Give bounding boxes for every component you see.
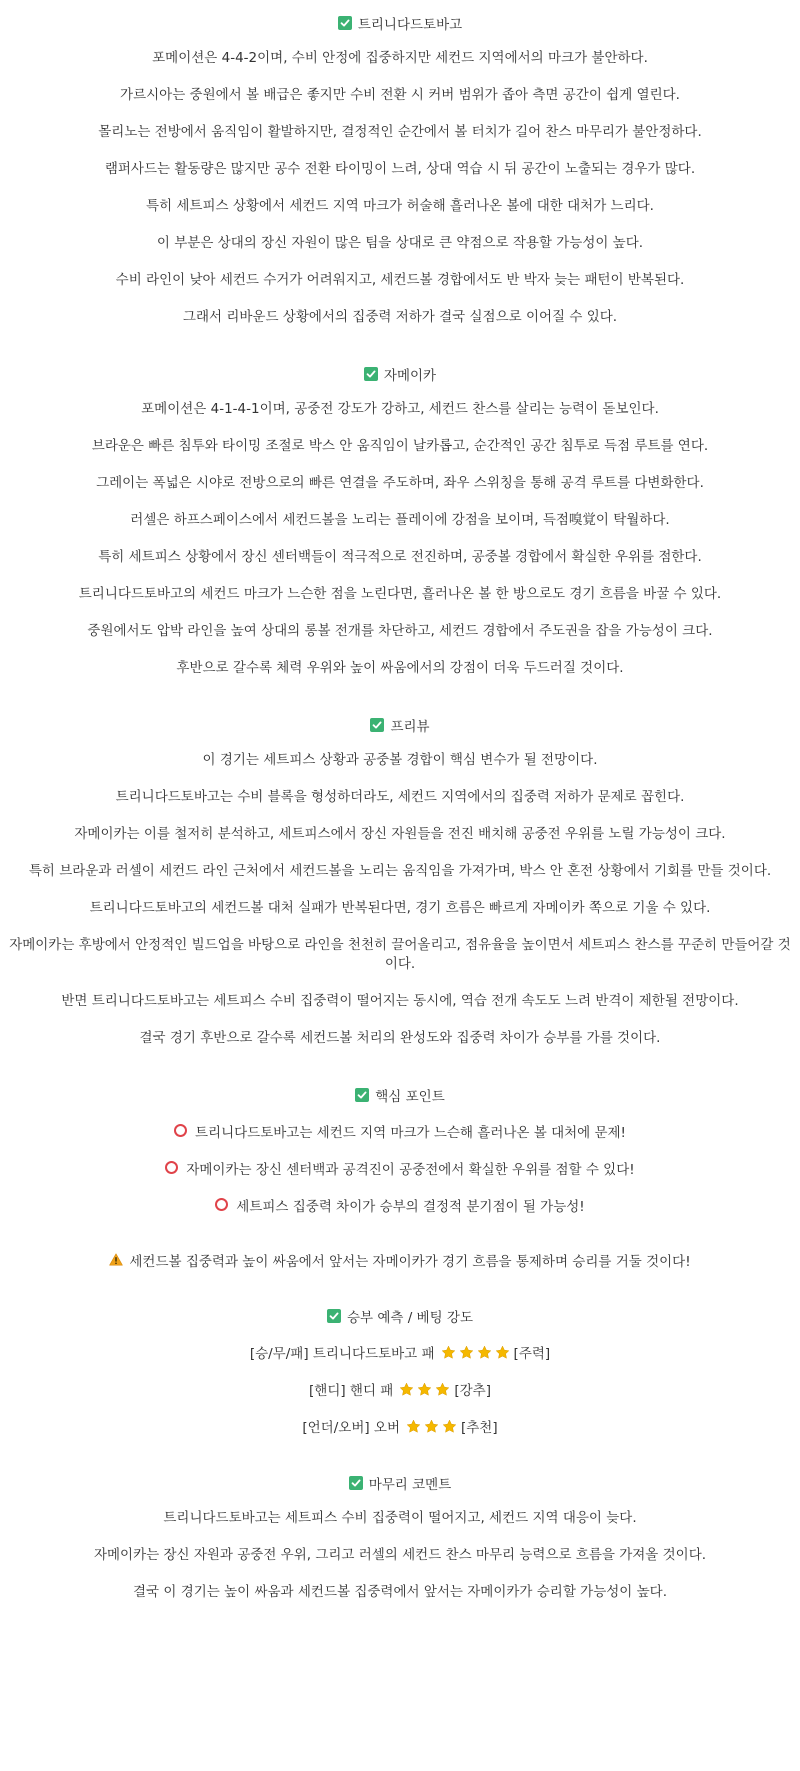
section-title: 트리니다드토바고 (357, 17, 463, 33)
section-title: 승부 예측 / 베팅 강도 (346, 1310, 474, 1326)
check-mark-icon (355, 1088, 369, 1102)
paragraph: 특히 세트피스 상황에서 장신 센터백들이 적극적으로 전진하며, 공중볼 경합에서 확실한 우위를 점한다. (98, 549, 702, 565)
key-point-item (0, 1195, 800, 1214)
team-section-jamaica (0, 363, 800, 678)
section-heading (0, 714, 800, 736)
paragraph: 포메이션은 4-1-4-1이며, 공중전 강도가 강하고, 세컨드 찬스를 살리는 능력이 돋보인다. (141, 401, 659, 417)
paragraph: 브라운은 빠른 침투와 타이밍 조절로 박스 안 움직임이 날카롭고, 순간적인 공간 침투로 득점 루트를 연다. (91, 438, 709, 454)
key-point-text: 자메이카는 장신 센터백과 공격진이 공중전에서 확실한 우위를 점할 수 있다! (186, 1161, 635, 1178)
paragraph: 특히 브라운과 러셀이 세컨드 라인 근처에서 세컨드볼을 노리는 움직임을 가져가며, 박스 안 혼전 상황에서 기회를 만들 것이다. (28, 863, 772, 879)
section-title: 프리뷰 (390, 719, 430, 735)
paragraph: 중원에서도 압박 라인을 높여 상대의 롱볼 전개를 차단하고, 세컨드 경합에서 주도권을 잡을 가능성이 크다. (87, 623, 713, 639)
paragraph: 가르시아는 중원에서 볼 배급은 좋지만 수비 전환 시 커버 범위가 좁아 측면 공간이 쉽게 열린다. (120, 87, 680, 103)
star-icon (435, 1382, 450, 1397)
bet-tag: [강추] (454, 1383, 491, 1399)
check-mark-icon (349, 1476, 363, 1490)
warning-icon (109, 1253, 123, 1266)
red-circle-icon (215, 1198, 228, 1211)
paragraph: 트리니다드토바고의 세컨드볼 대처 실패가 반복된다면, 경기 흐름은 빠르게 자메이카 쪽으로 기울 수 있다. (89, 900, 711, 916)
section-heading (0, 1084, 800, 1106)
section-heading (0, 12, 800, 34)
bet-row (0, 1342, 800, 1362)
bet-label: [언더/오버] 오버 (302, 1420, 400, 1436)
preview-section (0, 714, 800, 1048)
paragraph: 결국 이 경기는 높이 싸움과 세컨드볼 집중력에서 앞서는 자메이카가 승리할 가능성이 높다. (132, 1584, 667, 1600)
paragraph: 이 부분은 상대의 장신 자원이 많은 팀을 상대로 큰 약점으로 작용할 가능성이 높다. (156, 235, 644, 251)
star-rating (441, 1345, 510, 1360)
star-icon (442, 1419, 457, 1434)
bet-label: [승/무/패] 트리니다드토바고 패 (249, 1346, 435, 1362)
check-mark-icon (364, 367, 378, 381)
red-circle-icon (165, 1161, 178, 1174)
star-icon (424, 1419, 439, 1434)
paragraph: 반면 트리니다드토바고는 세트피스 수비 집중력이 떨어지는 동시에, 역습 전개 속도도 느려 반격이 제한될 전망이다. (61, 993, 739, 1009)
star-icon (477, 1345, 492, 1360)
warning-line (0, 1250, 800, 1269)
key-point-item (0, 1158, 800, 1177)
red-circle-icon (174, 1124, 187, 1137)
paragraph: 후반으로 갈수록 체력 우위와 높이 싸움에서의 강점이 더욱 두드러질 것이다. (176, 660, 624, 676)
warning-text: 세컨드볼 집중력과 높이 싸움에서 앞서는 자메이카가 경기 흐름을 통제하며 승리를 거둘 것이다! (129, 1253, 691, 1270)
prediction-section (0, 1305, 800, 1436)
star-icon (459, 1345, 474, 1360)
section-heading (0, 1305, 800, 1327)
section-title: 마무리 코멘트 (368, 1477, 452, 1493)
paragraph: 특히 세트피스 상황에서 세컨드 지역 마크가 허술해 흘러나온 볼에 대한 대처가 느리다. (146, 198, 654, 214)
bet-row (0, 1416, 800, 1436)
bet-tag: [추천] (461, 1420, 498, 1436)
paragraph: 이 경기는 세트피스 상황과 공중볼 경합이 핵심 변수가 될 전망이다. (202, 752, 598, 768)
key-points-section (0, 1084, 800, 1214)
paragraph: 트리니다드토바고는 수비 블록을 형성하더라도, 세컨드 지역에서의 집중력 저하가 문제로 꼽힌다. (115, 789, 685, 805)
key-point-text: 트리니다드토바고는 세컨드 지역 마크가 느슨해 흘러나온 볼 대처에 문제! (195, 1124, 626, 1141)
paragraph: 수비 라인이 낮아 세컨드 수거가 어려워지고, 세컨드볼 경합에서도 반 박자 늦는 패턴이 반복된다. (115, 272, 685, 288)
paragraph: 자메이카는 장신 자원과 공중전 우위, 그리고 러셀의 세컨드 찬스 마무리 능력으로 흐름을 가져올 것이다. (93, 1547, 707, 1563)
star-icon (399, 1382, 414, 1397)
star-icon (495, 1345, 510, 1360)
paragraph: 몰리노는 전방에서 움직임이 활발하지만, 결정적인 순간에서 볼 터치가 길어 찬스 마무리가 불안정하다. (98, 124, 702, 140)
check-mark-icon (370, 718, 384, 732)
star-icon (406, 1419, 421, 1434)
section-title: 핵심 포인트 (375, 1089, 445, 1105)
paragraph: 램퍼사드는 활동량은 많지만 공수 전환 타이밍이 느려, 상대 역습 시 뒤 공간이 노출되는 경우가 많다. (104, 161, 696, 177)
check-mark-icon (338, 16, 352, 30)
star-rating (406, 1419, 457, 1434)
bet-label: [핸디] 핸디 패 (309, 1383, 394, 1399)
paragraph: 그래서 리바운드 상황에서의 집중력 저하가 결국 실점으로 이어질 수 있다. (182, 309, 618, 325)
section-title: 자메이카 (383, 368, 437, 384)
paragraph: 자메이카는 이를 철저히 분석하고, 세트피스에서 장신 자원들을 전진 배치해 공중전 우위를 노릴 가능성이 크다. (74, 826, 726, 842)
section-heading (0, 363, 800, 385)
paragraph: 트리니다드토바고의 세컨드 마크가 느슨한 점을 노린다면, 흘러나온 볼 한 방으로도 경기 흐름을 바꿀 수 있다. (78, 586, 722, 602)
paragraph: 러셀은 하프스페이스에서 세컨드볼을 노리는 플레이에 강점을 보이며, 득점嗅覚이 탁월하다. (130, 512, 670, 528)
star-icon (441, 1345, 456, 1360)
paragraph: 그레이는 폭넓은 시야로 전방으로의 빠른 연결을 주도하며, 좌우 스위칭을 통해 공격 루트를 다변화한다. (96, 475, 704, 491)
paragraph: 결국 경기 후반으로 갈수록 세컨드볼 처리의 완성도와 집중력 차이가 승부를 가를 것이다. (139, 1030, 661, 1046)
star-icon (417, 1382, 432, 1397)
paragraph: 자메이카는 후방에서 안정적인 빌드업을 바탕으로 라인을 천천히 끌어올리고, 점유율을 높이면서 세트피스 찬스를 꾸준히 만들어갈 것이다. (9, 937, 791, 972)
star-rating (399, 1382, 450, 1397)
bet-tag: [주력] (513, 1346, 551, 1362)
bet-row (0, 1379, 800, 1399)
check-mark-icon (327, 1309, 341, 1323)
conclusion-warning (0, 1250, 800, 1269)
key-point-text: 세트피스 집중력 차이가 승부의 결정적 분기점이 될 가능성! (236, 1198, 585, 1215)
paragraph: 포메이션은 4-4-2이며, 수비 안정에 집중하지만 세컨드 지역에서의 마크가 불안하다. (152, 50, 648, 66)
key-point-item (0, 1121, 800, 1140)
team-section-trinidad (0, 12, 800, 327)
section-heading (0, 1472, 800, 1494)
closing-section (0, 1472, 800, 1602)
paragraph: 트리니다드토바고는 세트피스 수비 집중력이 떨어지고, 세컨드 지역 대응이 늦다. (163, 1510, 637, 1526)
